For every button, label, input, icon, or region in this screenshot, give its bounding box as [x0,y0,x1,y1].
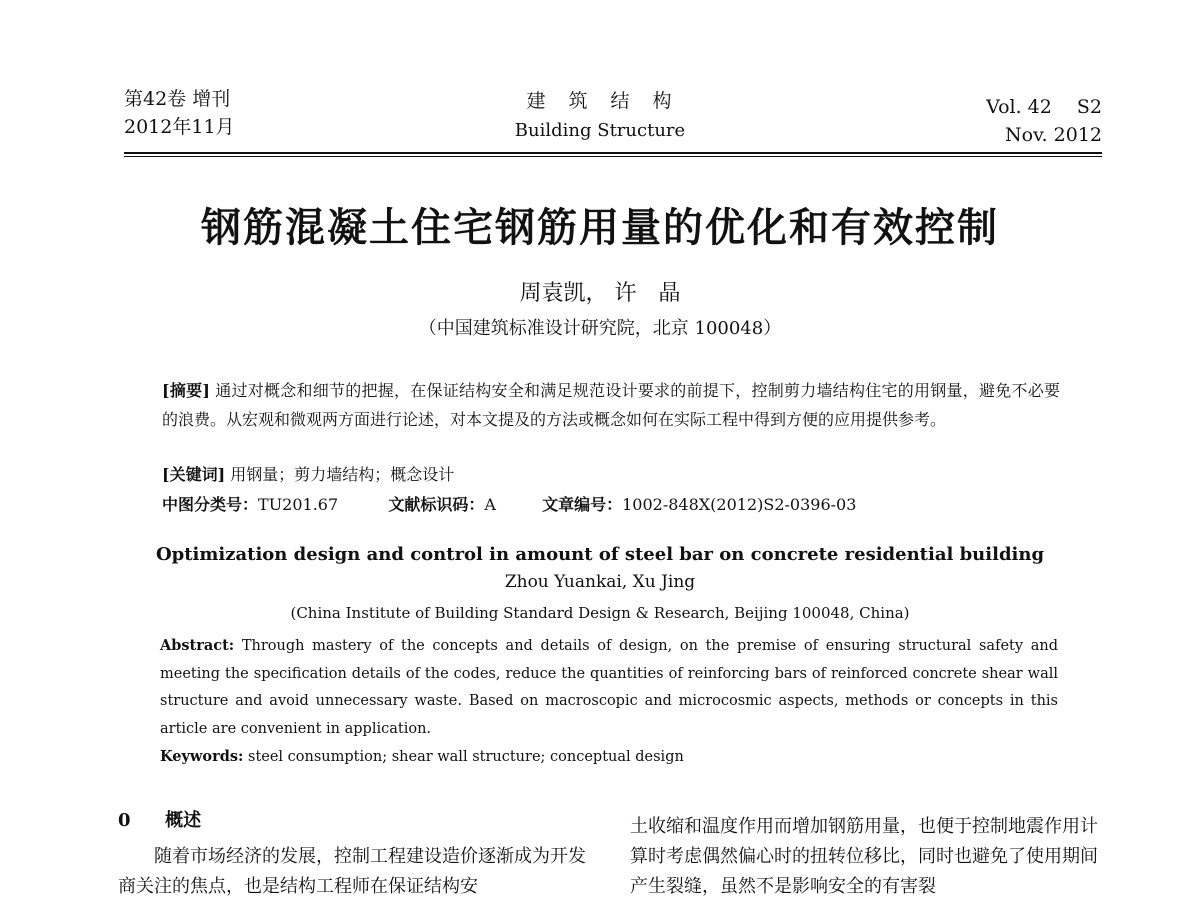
english-keywords [160,748,684,765]
article-number-label: 文章编号： [542,495,623,514]
article-number-value: 1002-848X(2012)S2-0396-03 [622,495,857,514]
paper-authors: 周袁凯， 许 晶 [519,281,681,306]
doc-code-value: A [484,495,496,514]
abstract-cn-label: [摘要] [162,381,210,400]
section-number: 0 [118,810,131,831]
body-left-column: 随着市场经济的发展，控制工程建设造价逐渐成为开发商关注的焦点，也是结构工程师在保证结构安 [118,846,586,897]
keywords-cn-text: 用钢量；剪力墙结构；概念设计 [230,465,455,484]
journal-name-cn: 建 筑 结 构 [526,90,674,112]
english-title: Optimization design and control in amount of steel bar on concrete residential building [155,544,1045,565]
english-keywords-label: Keywords: [160,748,244,765]
english-abstract [160,632,1058,743]
journal-date-cn: 2012年11月 [124,116,235,138]
english-affiliation: (China Institute of Building Standard Design & Research, Beijing 100048, China) [290,604,910,622]
clc-value: TU201.67 [258,495,339,514]
abstract-cn [162,376,1060,434]
section-heading [118,806,201,832]
english-abstract-text: Through mastery of the concepts and details of design, on the premise of ensuring structural safety and meeting the specification details of the codes, reduce the quantities of reinforcing bars of reinforced concrete shear wall structure and avoid unnecessary waste. Based on macroscopic and microcosmic aspects, methods or concepts in this article are convenient in application. [160,638,1058,737]
body-right-column: 土收缩和温度作用而增加钢筋用量，也便于控制地震作用计算时考虑偶然偏心时的扭转位移比，同时也避免了使用期间产生裂缝，虽然不是影响安全的有害裂 [630,816,1098,897]
english-abstract-label: Abstract: [160,637,235,654]
header-rule-thick [124,152,1102,154]
english-keywords-text: steel consumption; shear wall structure; conceptual design [248,749,684,765]
abstract-cn-text: 通过对概念和细节的把握，在保证结构安全和满足规范设计要求的前提下，控制剪力墙结构住宅的用钢量，避免不必要的浪费。从宏观和微观两方面进行论述，对本文提及的方法或概念如何在实际工程中得到方便的应用提供参考。 [162,381,1060,429]
section-title: 概述 [165,810,202,831]
keywords-cn [162,462,454,485]
classification-line [162,492,856,515]
journal-date-en: Nov. 2012 [1005,124,1102,146]
english-authors: Zhou Yuankai, Xu Jing [504,572,696,592]
header-rule-thin [124,156,1102,157]
paper-affiliation: （中国建筑标准设计研究院，北京 100048） [418,318,782,339]
clc-label: 中图分类号： [162,495,259,514]
journal-volume-en: Vol. 42 S2 [986,96,1102,118]
journal-name-en: Building Structure [514,120,686,141]
doc-code-label: 文献标识码： [388,495,485,514]
keywords-cn-label: [关键词] [162,465,226,484]
journal-volume-cn: 第42卷 增刊 [124,88,231,110]
paper-title: 钢筋混凝土住宅钢筋用量的优化和有效控制 [201,204,999,251]
